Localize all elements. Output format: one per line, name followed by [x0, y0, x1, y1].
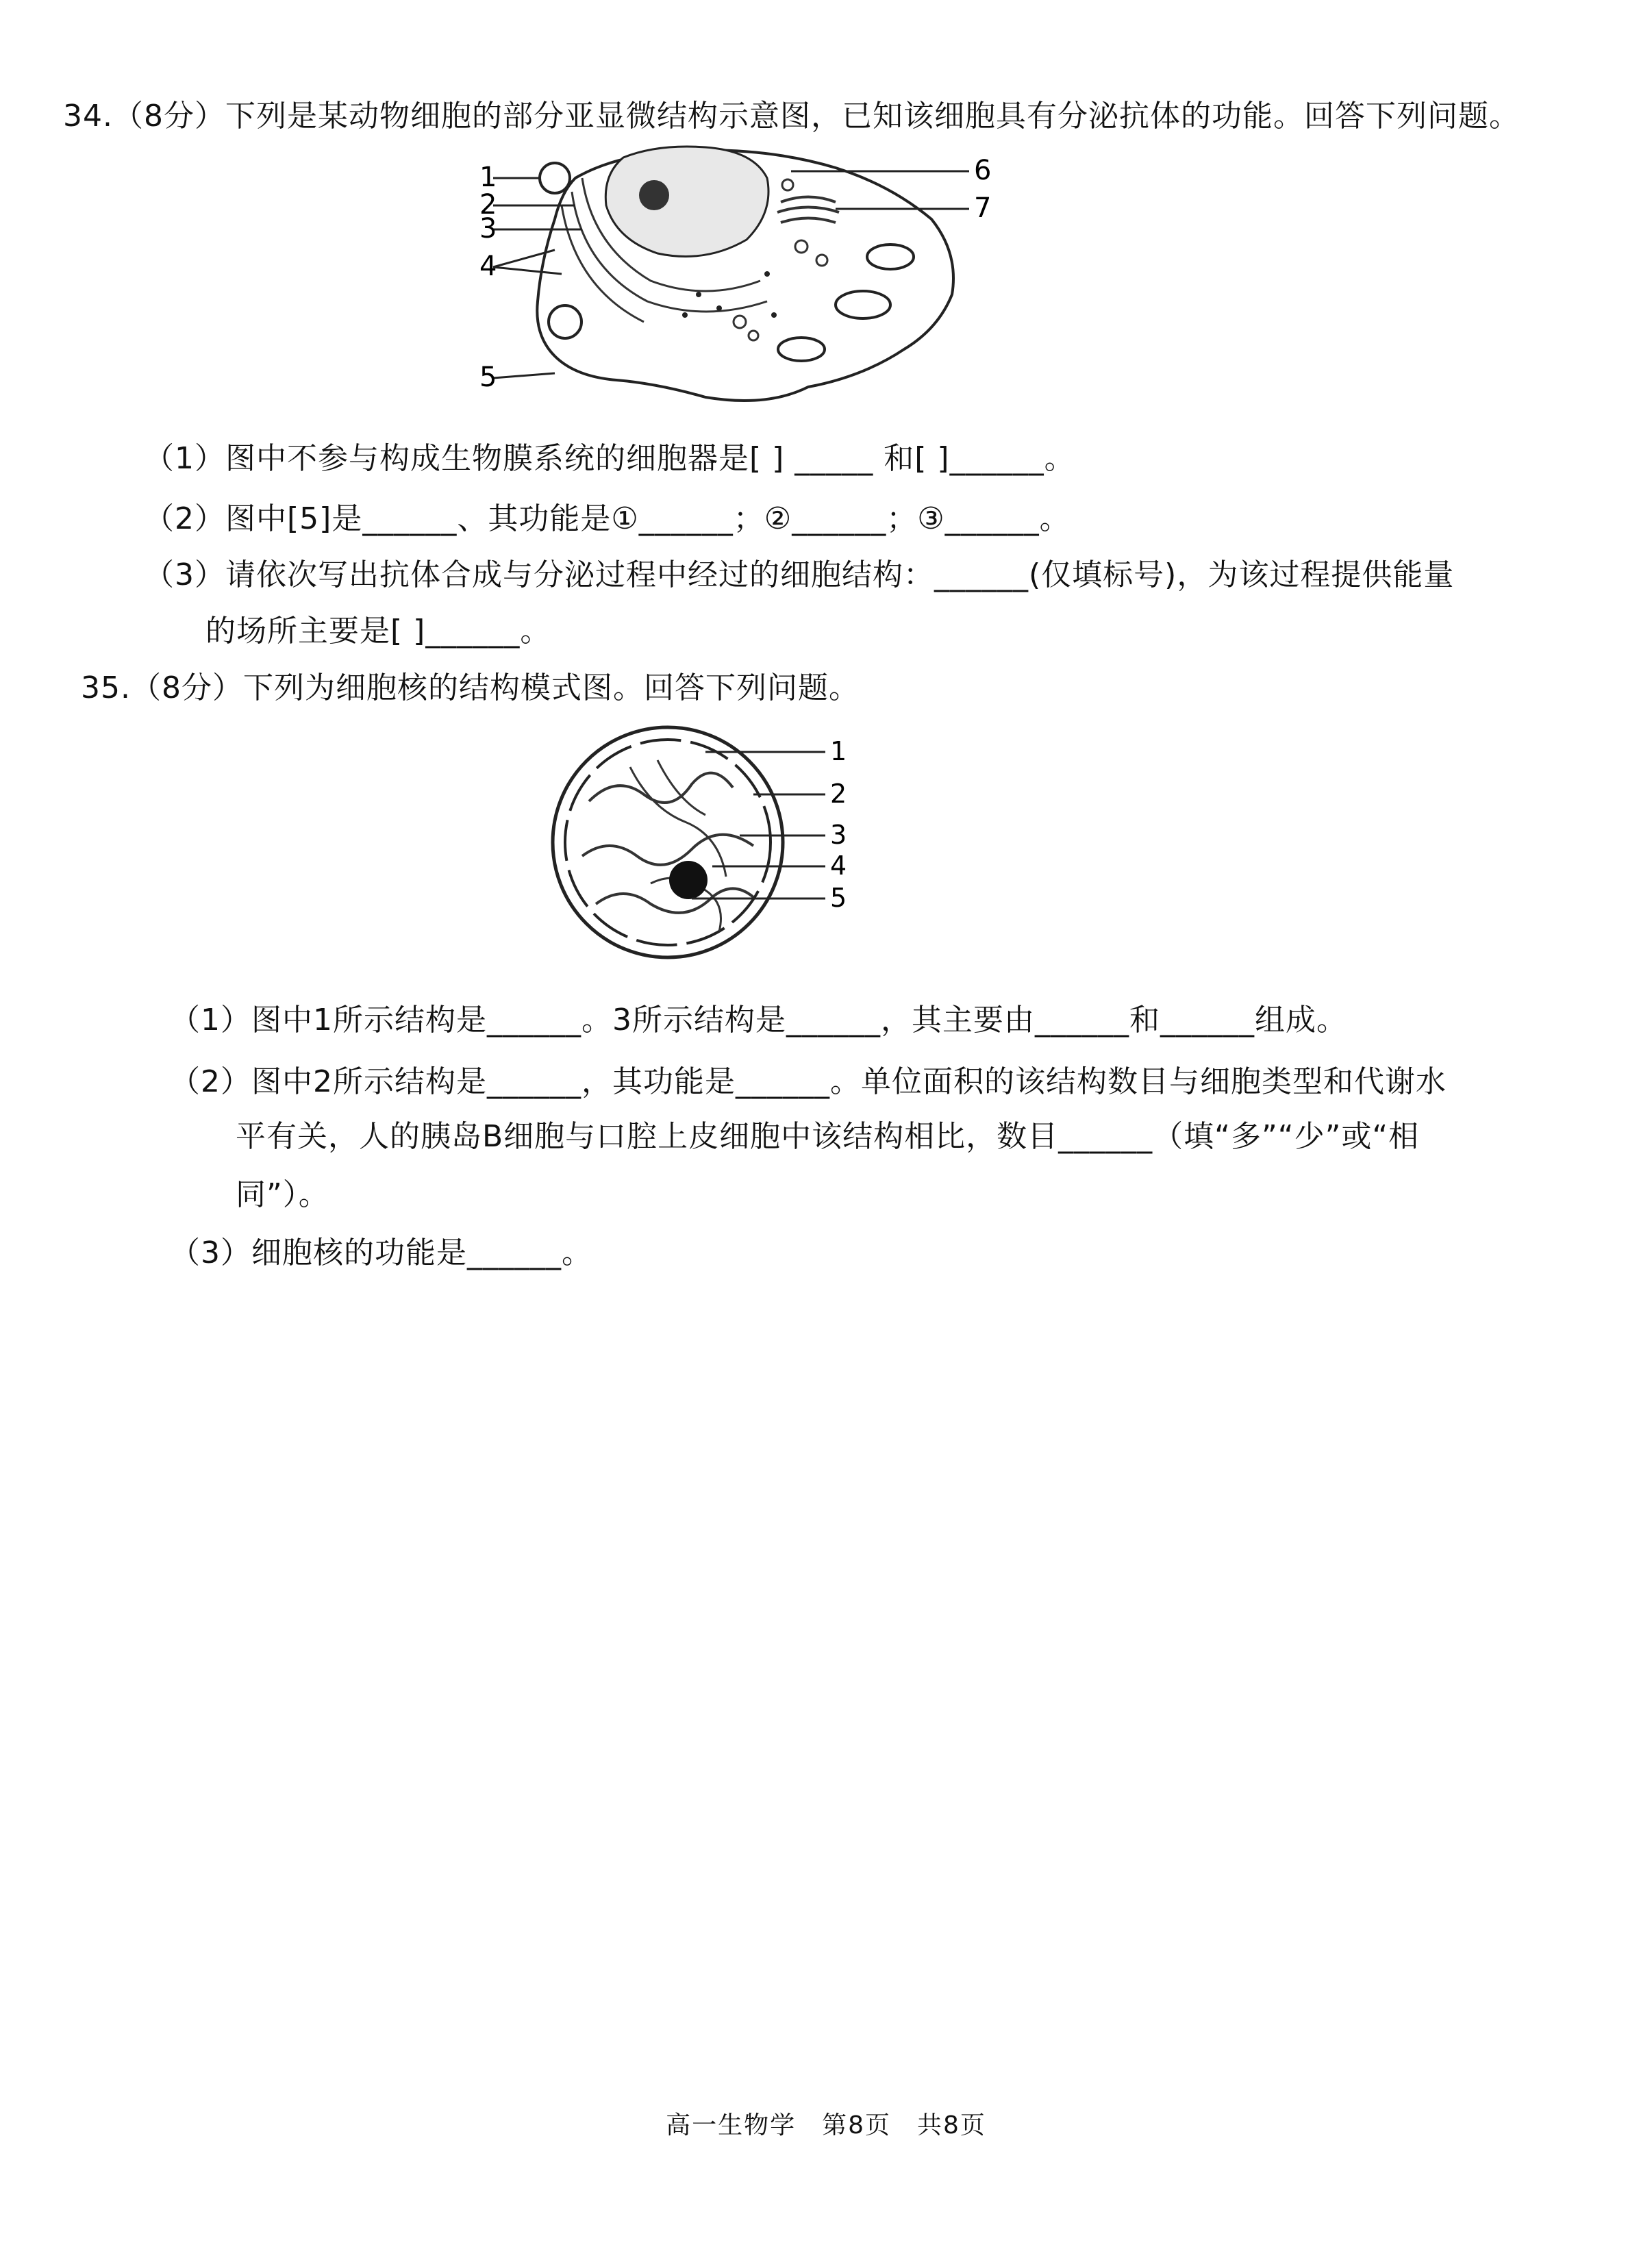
q34-sub1: （1）图中不参与构成生物膜系统的细胞器是[ ] _____ 和[ ]______。	[144, 441, 1075, 476]
q35-label-3: 3	[830, 820, 847, 850]
q34-sub3-line2: 的场所主要是[ ]______。	[205, 614, 551, 649]
q34-label-7: 7	[974, 192, 992, 224]
q35-sub1: （1）图中1所示结构是______。3所示结构是______，其主要由______和______组成。	[170, 1003, 1347, 1038]
q34-label-5: 5	[479, 362, 497, 393]
q34-stem: 34.（8分）下列是某动物细胞的部分亚显微结构示意图，已知该细胞具有分泌抗体的功能。回答下列问题。	[63, 99, 1520, 134]
q34-label-2: 2	[479, 189, 497, 221]
animal-cell-diagram	[479, 137, 1000, 425]
q35-sub2-line3: 同”）。	[236, 1177, 329, 1212]
q35-label-4: 4	[830, 851, 847, 881]
q35-stem: 35.（8分）下列为细胞核的结构模式图。回答下列问题。	[81, 670, 860, 705]
q35-sub3: （3）细胞核的功能是______。	[170, 1235, 592, 1270]
q34-label-3: 3	[479, 213, 497, 244]
nucleus-diagram	[548, 719, 877, 972]
page-footer: 高一生物学 第8页 共8页	[666, 2111, 986, 2139]
q35-label-1: 1	[830, 736, 847, 766]
q35-sub2-line2: 平有关，人的胰岛B细胞与口腔上皮细胞中该结构相比，数目______（填“多”“少”或“相	[236, 1119, 1420, 1154]
q34-label-6: 6	[974, 155, 992, 186]
q35-sub2-line1: （2）图中2所示结构是______，其功能是______。单位面积的该结构数目与细胞类型和代谢水	[170, 1064, 1447, 1099]
q34-label-4: 4	[479, 251, 497, 282]
q35-label-2: 2	[830, 779, 847, 809]
q34-label-1: 1	[479, 162, 497, 193]
q34-sub2: （2）图中[5]是______、其功能是①______；②______；③______。	[144, 501, 1071, 536]
q35-label-5: 5	[830, 883, 847, 913]
q34-sub3-line1: （3）请依次写出抗体合成与分泌过程中经过的细胞结构：______(仅填标号)，为该过程提供能量	[144, 557, 1455, 592]
